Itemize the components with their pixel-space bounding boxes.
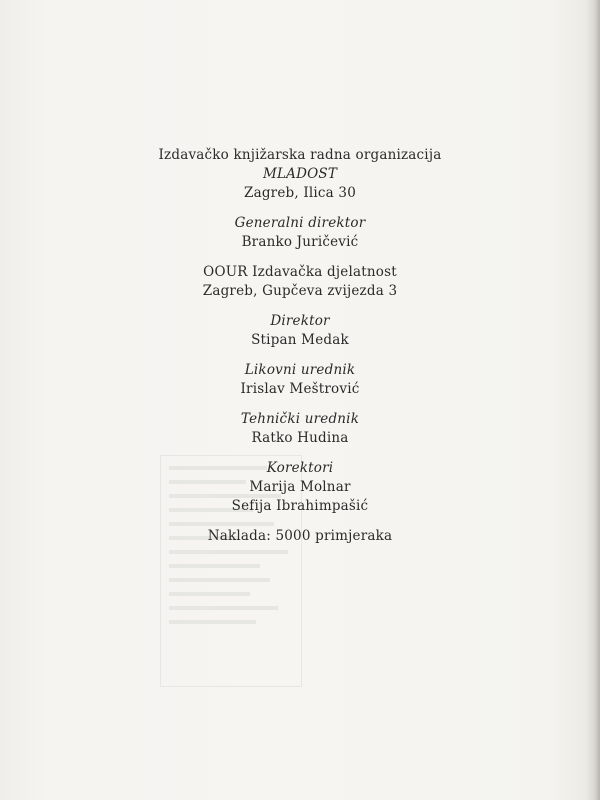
proofreader-name: Marija Molnar (249, 479, 351, 495)
publisher-name: MLADOST (262, 166, 338, 182)
technical-editor-label: Tehnički urednik (240, 411, 360, 427)
publisher-organization: Izdavačko knjižarska radna organizacija (158, 147, 442, 163)
director-label: Direktor (270, 313, 330, 329)
proofreaders-label: Korektori (266, 460, 334, 476)
art-editor-block (0, 361, 600, 399)
technical-editor-block (0, 410, 600, 448)
print-run-block (0, 527, 600, 546)
general-director-block (0, 214, 600, 252)
proofreader-name: Sefija Ibrahimpašić (231, 498, 369, 514)
oour-block (0, 263, 600, 301)
general-director-name: Branko Juričević (241, 234, 359, 250)
art-editor-label: Likovni urednik (244, 362, 356, 378)
director-block (0, 312, 600, 350)
oour-name: OOUR Izdavačka djelatnost (203, 264, 397, 280)
general-director-label: Generalni direktor (234, 215, 366, 231)
director-name: Stipan Medak (251, 332, 349, 348)
art-editor-name: Irislav Meštrović (240, 381, 360, 397)
colophon (0, 146, 600, 557)
publisher-address: Zagreb, Ilica 30 (244, 185, 356, 201)
technical-editor-name: Ratko Hudina (251, 430, 349, 446)
oour-address: Zagreb, Gupčeva zvijezda 3 (202, 283, 398, 299)
print-run: Naklada: 5000 primjeraka (207, 528, 393, 544)
proofreaders-block (0, 459, 600, 516)
publisher-block (0, 146, 600, 203)
